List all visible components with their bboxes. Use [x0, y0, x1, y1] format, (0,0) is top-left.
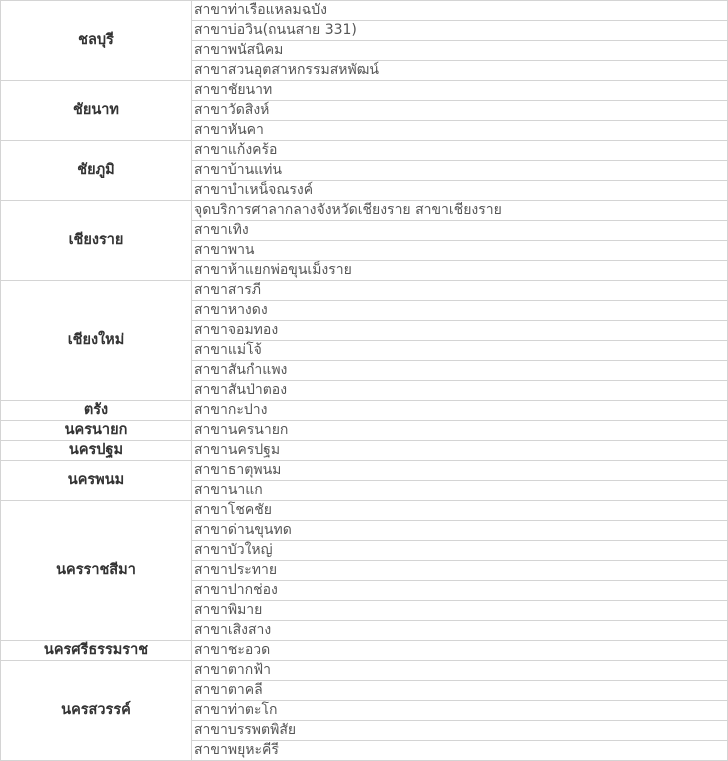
branch-name: สาขาเทิง	[192, 221, 728, 241]
branch-name: สาขานาแก	[192, 481, 728, 501]
branch-name: สาขาท่าตะโก	[192, 701, 728, 721]
branch-name: สาขาชะอวด	[192, 641, 728, 661]
province-name: ชัยนาท	[1, 81, 192, 141]
branch-name: สาขาสารภี	[192, 281, 728, 301]
branch-name: สาขาบ่อวิน(ถนนสาย 331)	[192, 21, 728, 41]
branch-name: สาขาสันป่าตอง	[192, 381, 728, 401]
province-name: นครนายก	[1, 421, 192, 441]
table-row	[1, 421, 728, 441]
branch-name: สาขาด่านขุนทด	[192, 521, 728, 541]
table-row	[1, 441, 728, 461]
branch-name: สาขาตากฟ้า	[192, 661, 728, 681]
branch-name: สาขาปากช่อง	[192, 581, 728, 601]
branch-name: สาขาพนัสนิคม	[192, 41, 728, 61]
branch-name: สาขาบำเหน็จณรงค์	[192, 181, 728, 201]
branch-name: สาขาจอมทอง	[192, 321, 728, 341]
branch-name: สาขาพยุหะคีรี	[192, 741, 728, 761]
branch-name: สาขาสันกำแพง	[192, 361, 728, 381]
table-row	[1, 141, 728, 161]
branch-name: สาขาหางดง	[192, 301, 728, 321]
branch-name: สาขาชัยนาท	[192, 81, 728, 101]
table-row	[1, 281, 728, 301]
province-name: นครพนม	[1, 461, 192, 501]
table-row	[1, 81, 728, 101]
province-name: นครศรีธรรมราช	[1, 641, 192, 661]
branch-name: สาขาบ้านแท่น	[192, 161, 728, 181]
province-name: นครปฐม	[1, 441, 192, 461]
branch-name: สาขาประทาย	[192, 561, 728, 581]
branch-name: สาขาห้าแยกพ่อขุนเม็งราย	[192, 261, 728, 281]
table-row	[1, 401, 728, 421]
province-name: เชียงใหม่	[1, 281, 192, 401]
branch-name: สาขาธาตุพนม	[192, 461, 728, 481]
table-row	[1, 201, 728, 221]
branch-name: สาขาท่าเรือแหลมฉบัง	[192, 1, 728, 21]
province-name: นครราชสีมา	[1, 501, 192, 641]
branch-name: สาขากะปาง	[192, 401, 728, 421]
branch-name: สาขาแก้งคร้อ	[192, 141, 728, 161]
branch-name: สาขาโชคชัย	[192, 501, 728, 521]
branch-name: จุดบริการศาลากลางจังหวัดเชียงราย สาขาเชียงราย	[192, 201, 728, 221]
branch-name: สาขานครนายก	[192, 421, 728, 441]
branch-name: สาขาตาคลี	[192, 681, 728, 701]
branch-name: สาขานครปฐม	[192, 441, 728, 461]
branch-name: สาขาเสิงสาง	[192, 621, 728, 641]
province-name: ชัยภูมิ	[1, 141, 192, 201]
province-name: ตรัง	[1, 401, 192, 421]
branch-table-body	[1, 1, 728, 761]
province-name: ชลบุรี	[1, 1, 192, 81]
table-row	[1, 641, 728, 661]
branch-name: สาขาพิมาย	[192, 601, 728, 621]
branch-name: สาขาบัวใหญ่	[192, 541, 728, 561]
table-row	[1, 501, 728, 521]
branch-name: สาขาบรรพตพิสัย	[192, 721, 728, 741]
table-row	[1, 461, 728, 481]
table-row	[1, 661, 728, 681]
province-name: นครสวรรค์	[1, 661, 192, 761]
branch-name: สาขาสวนอุตสาหกรรมสหพัฒน์	[192, 61, 728, 81]
table-row	[1, 1, 728, 21]
province-name: เชียงราย	[1, 201, 192, 281]
branch-name: สาขาวัดสิงห์	[192, 101, 728, 121]
branch-name: สาขาพาน	[192, 241, 728, 261]
branch-name: สาขาหันคา	[192, 121, 728, 141]
branch-name: สาขาแม่โจ้	[192, 341, 728, 361]
